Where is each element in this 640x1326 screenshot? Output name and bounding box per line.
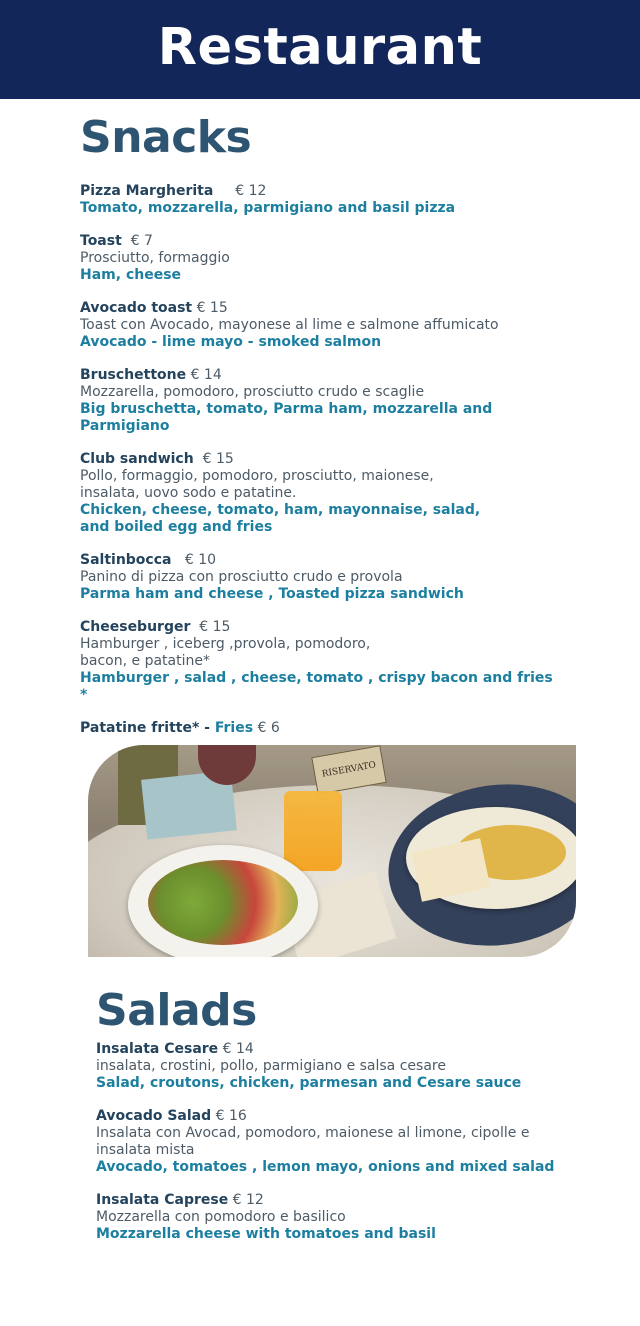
- item-name: Insalata Caprese: [96, 1192, 229, 1208]
- item-name: Avocado toast: [80, 300, 193, 316]
- item-price: € 14: [222, 1041, 254, 1057]
- item-english: Chicken, cheese, tomato, ham, mayonnaise, salad, and boiled egg and fries: [80, 502, 481, 535]
- item-name: Club sandwich: [80, 451, 194, 467]
- item-price: € 6: [257, 720, 280, 736]
- item-english: Mozzarella cheese with tomatoes and basil: [96, 1226, 436, 1242]
- salads-title: Salads: [96, 985, 257, 1036]
- item-english: Hamburger , salad , cheese, tomato , crispy bacon and fries *: [80, 670, 553, 703]
- item-italian: Insalata con Avocad, pomodoro, maionese al limone, cipolle e insalata mista: [96, 1125, 530, 1158]
- item-price: € 15: [196, 300, 228, 316]
- item-italian: insalata, crostini, pollo, parmigiano e salsa cesare: [96, 1058, 446, 1074]
- item-name: Patatine fritte* -: [80, 720, 215, 736]
- item-price: € 7: [130, 233, 153, 249]
- menu-item: [96, 1192, 571, 1243]
- item-italian: Toast con Avocado, mayonese al lime e salmone affumicato: [80, 317, 499, 333]
- menu-item: [80, 183, 560, 217]
- item-italian: Mozzarella, pomodoro, prosciutto crudo e scaglie: [80, 384, 425, 400]
- item-english: Tomato, mozzarella, parmigiano and basil pizza: [80, 200, 456, 216]
- item-italian: Hamburger , iceberg ,provola, pomodoro, bacon, e patatine*: [80, 636, 371, 669]
- menu-item: [96, 1108, 571, 1176]
- menu-item: [80, 619, 560, 704]
- item-name: Insalata Cesare: [96, 1041, 219, 1057]
- menu-item: [80, 552, 560, 603]
- item-name: Pizza Margherita: [80, 183, 214, 199]
- menu-item: [80, 233, 560, 284]
- menu-item-fries: [80, 720, 560, 737]
- item-italian: Mozzarella con pomodoro e basilico: [96, 1209, 346, 1225]
- item-price: € 12: [232, 1192, 264, 1208]
- reserved-card: RISERVATO: [311, 745, 387, 795]
- snacks-list: [80, 183, 560, 753]
- item-name: Bruschettone: [80, 367, 187, 383]
- item-english: Salad, croutons, chicken, parmesan and Cesare sauce: [96, 1075, 522, 1091]
- header-bar: [0, 0, 640, 99]
- item-price: € 12: [235, 183, 267, 199]
- item-name: Toast: [80, 233, 122, 249]
- menu-item: [80, 300, 560, 351]
- item-english: Avocado, tomatoes , lemon mayo, onions and mixed salad: [96, 1159, 555, 1175]
- item-italian: Panino di pizza con prosciutto crudo e provola: [80, 569, 403, 585]
- item-price: € 14: [190, 367, 222, 383]
- item-english: Parma ham and cheese , Toasted pizza sandwich: [80, 586, 464, 602]
- restaurant-title: Restaurant: [157, 18, 483, 77]
- item-name: Cheeseburger: [80, 619, 191, 635]
- menu-item: [96, 1041, 571, 1092]
- item-name: Avocado Salad: [96, 1108, 212, 1124]
- salads-list: [96, 1041, 571, 1259]
- menu-item: [80, 367, 560, 435]
- item-english: Fries: [214, 720, 254, 736]
- item-italian: Prosciutto, formaggio: [80, 250, 230, 266]
- item-price: € 16: [215, 1108, 247, 1124]
- item-price: € 15: [199, 619, 231, 635]
- menu-item: [80, 451, 560, 536]
- item-english: Avocado - lime mayo - smoked salmon: [80, 334, 382, 350]
- item-english: Ham, cheese: [80, 267, 182, 283]
- snacks-title: Snacks: [80, 112, 252, 163]
- item-price: € 15: [202, 451, 234, 467]
- food-photo: [88, 745, 576, 957]
- item-name: Saltinbocca: [80, 552, 172, 568]
- item-price: € 10: [184, 552, 217, 568]
- item-english: Big bruschetta, tomato, Parma ham, mozzarella and Parmigiano: [80, 401, 493, 434]
- item-italian: Pollo, formaggio, pomodoro, prosciutto, maionese, insalata, uovo sodo e patatine.: [80, 468, 434, 501]
